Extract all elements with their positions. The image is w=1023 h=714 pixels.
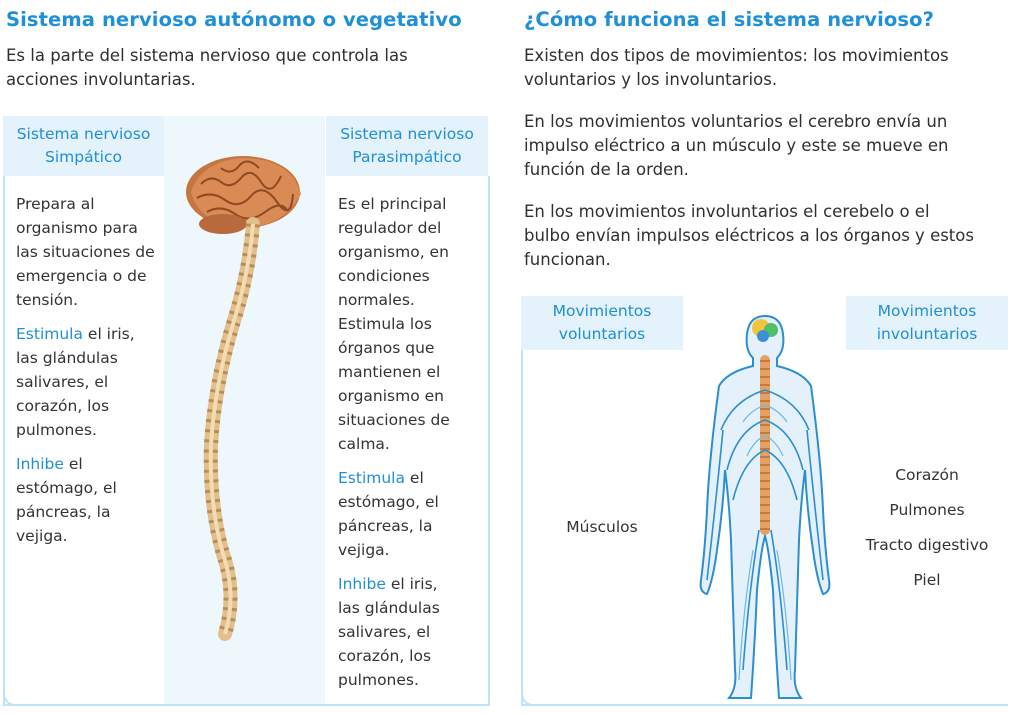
- text-line: mantienen el: [338, 363, 441, 381]
- para-line: funcionan.: [524, 250, 611, 269]
- keyword-stimulates: Estimula: [338, 469, 405, 487]
- text-line: las glándulas: [16, 349, 118, 367]
- movements-panel: [521, 296, 1008, 706]
- tag-sympathetic: [3, 116, 164, 176]
- text-line: el iris,: [385, 575, 438, 593]
- para-line: En los movimientos voluntarios el cerebro envía un: [524, 112, 948, 131]
- text-line: pulmones.: [338, 671, 419, 689]
- para-line: voluntarios y los involuntarios.: [524, 70, 778, 89]
- para-line: función de la orden.: [524, 160, 689, 179]
- keyword-stimulates: Estimula: [16, 325, 83, 343]
- text-line: Estimula los: [338, 315, 432, 333]
- panel-border: [3, 176, 5, 706]
- text-line: tensión.: [16, 291, 79, 309]
- text-line: organismo en: [338, 387, 444, 405]
- tag-parasympathetic: [326, 116, 488, 176]
- keyword-inhibits: Inhibe: [16, 455, 64, 473]
- text-line: las situaciones de: [16, 243, 155, 261]
- list-item: Tracto digestivo: [865, 536, 989, 554]
- intro-line: acciones involuntarias.: [6, 70, 196, 89]
- text-line: pulmones.: [16, 421, 97, 439]
- brain-spine-illustration: [181, 154, 311, 654]
- text-line: vejiga.: [338, 541, 390, 559]
- tag-line: Sistema nervioso: [340, 125, 474, 143]
- text-line: páncreas, la: [16, 503, 111, 521]
- text-line: las glándulas: [338, 599, 440, 617]
- text-line: salivares, el: [338, 623, 431, 641]
- section-title-how-it-works: ¿Cómo funciona el sistema nervioso?: [524, 8, 934, 31]
- text-line: Prepara al: [16, 195, 95, 213]
- tag-line: Parasimpático: [352, 148, 462, 166]
- text-line: el: [63, 455, 83, 473]
- sympathetic-text: [16, 192, 166, 558]
- tag-line: Movimientos: [552, 302, 652, 320]
- panel-border: [488, 176, 490, 706]
- text-line: corazón, los: [338, 647, 432, 665]
- text-line: regulador del: [338, 219, 442, 237]
- text-line: páncreas, la: [338, 517, 433, 535]
- parasympathetic-text: [338, 192, 488, 702]
- text-line: estómago, el: [338, 493, 439, 511]
- text-line: condiciones: [338, 267, 430, 285]
- text-line: emergencia o de: [16, 267, 147, 285]
- list-item: Piel: [913, 571, 941, 589]
- para-line: impulso eléctrico a un músculo y este se mueve en: [524, 136, 949, 155]
- para-line: En los movimientos involuntarios el cerebelo o el: [524, 202, 930, 221]
- autonomic-panel: [3, 116, 490, 706]
- autonomic-intro: [6, 44, 408, 92]
- tag-line: Simpático: [45, 148, 122, 166]
- tag-line: Movimientos: [877, 302, 977, 320]
- text-line: organismo, en: [338, 243, 449, 261]
- section-title-autonomic: Sistema nervioso autónomo o vegetativo: [6, 8, 462, 31]
- list-item: Músculos: [566, 518, 638, 536]
- text-line: calma.: [338, 435, 390, 453]
- text-line: estómago, el: [16, 479, 117, 497]
- tag-voluntary: [521, 296, 683, 350]
- human-nervous-system-illustration: [693, 310, 838, 702]
- tag-line: voluntarios: [558, 325, 646, 343]
- para-movements: [524, 44, 949, 92]
- text-line: corazón, los: [16, 397, 110, 415]
- intro-line: Es la parte del sistema nervioso que controla las: [6, 46, 408, 65]
- panel-border: [3, 704, 490, 706]
- text-line: salivares, el: [16, 373, 109, 391]
- tag-line: involuntarios: [876, 325, 978, 343]
- text-line: organismo para: [16, 219, 138, 237]
- para-line: Existen dos tipos de movimientos: los movimientos: [524, 46, 949, 65]
- para-voluntary: [524, 110, 948, 182]
- text-line: el: [404, 469, 424, 487]
- involuntary-list: [846, 458, 1008, 598]
- voluntary-list: [521, 510, 683, 545]
- tag-line: Sistema nervioso: [16, 125, 151, 143]
- text-line: Es el principal: [338, 195, 447, 213]
- keyword-inhibits: Inhibe: [338, 575, 386, 593]
- text-line: órganos que: [338, 339, 435, 357]
- list-item: Pulmones: [889, 501, 965, 519]
- para-involuntary: [524, 200, 974, 272]
- list-item: Corazón: [895, 466, 959, 484]
- text-line: vejiga.: [16, 527, 68, 545]
- tag-involuntary: [846, 296, 1008, 350]
- text-line: normales.: [338, 291, 415, 309]
- panel-border: [521, 704, 1008, 706]
- text-line: el iris,: [82, 325, 135, 343]
- para-line: bulbo envían impulsos eléctricos a los órganos y estos: [524, 226, 974, 245]
- text-line: situaciones de: [338, 411, 450, 429]
